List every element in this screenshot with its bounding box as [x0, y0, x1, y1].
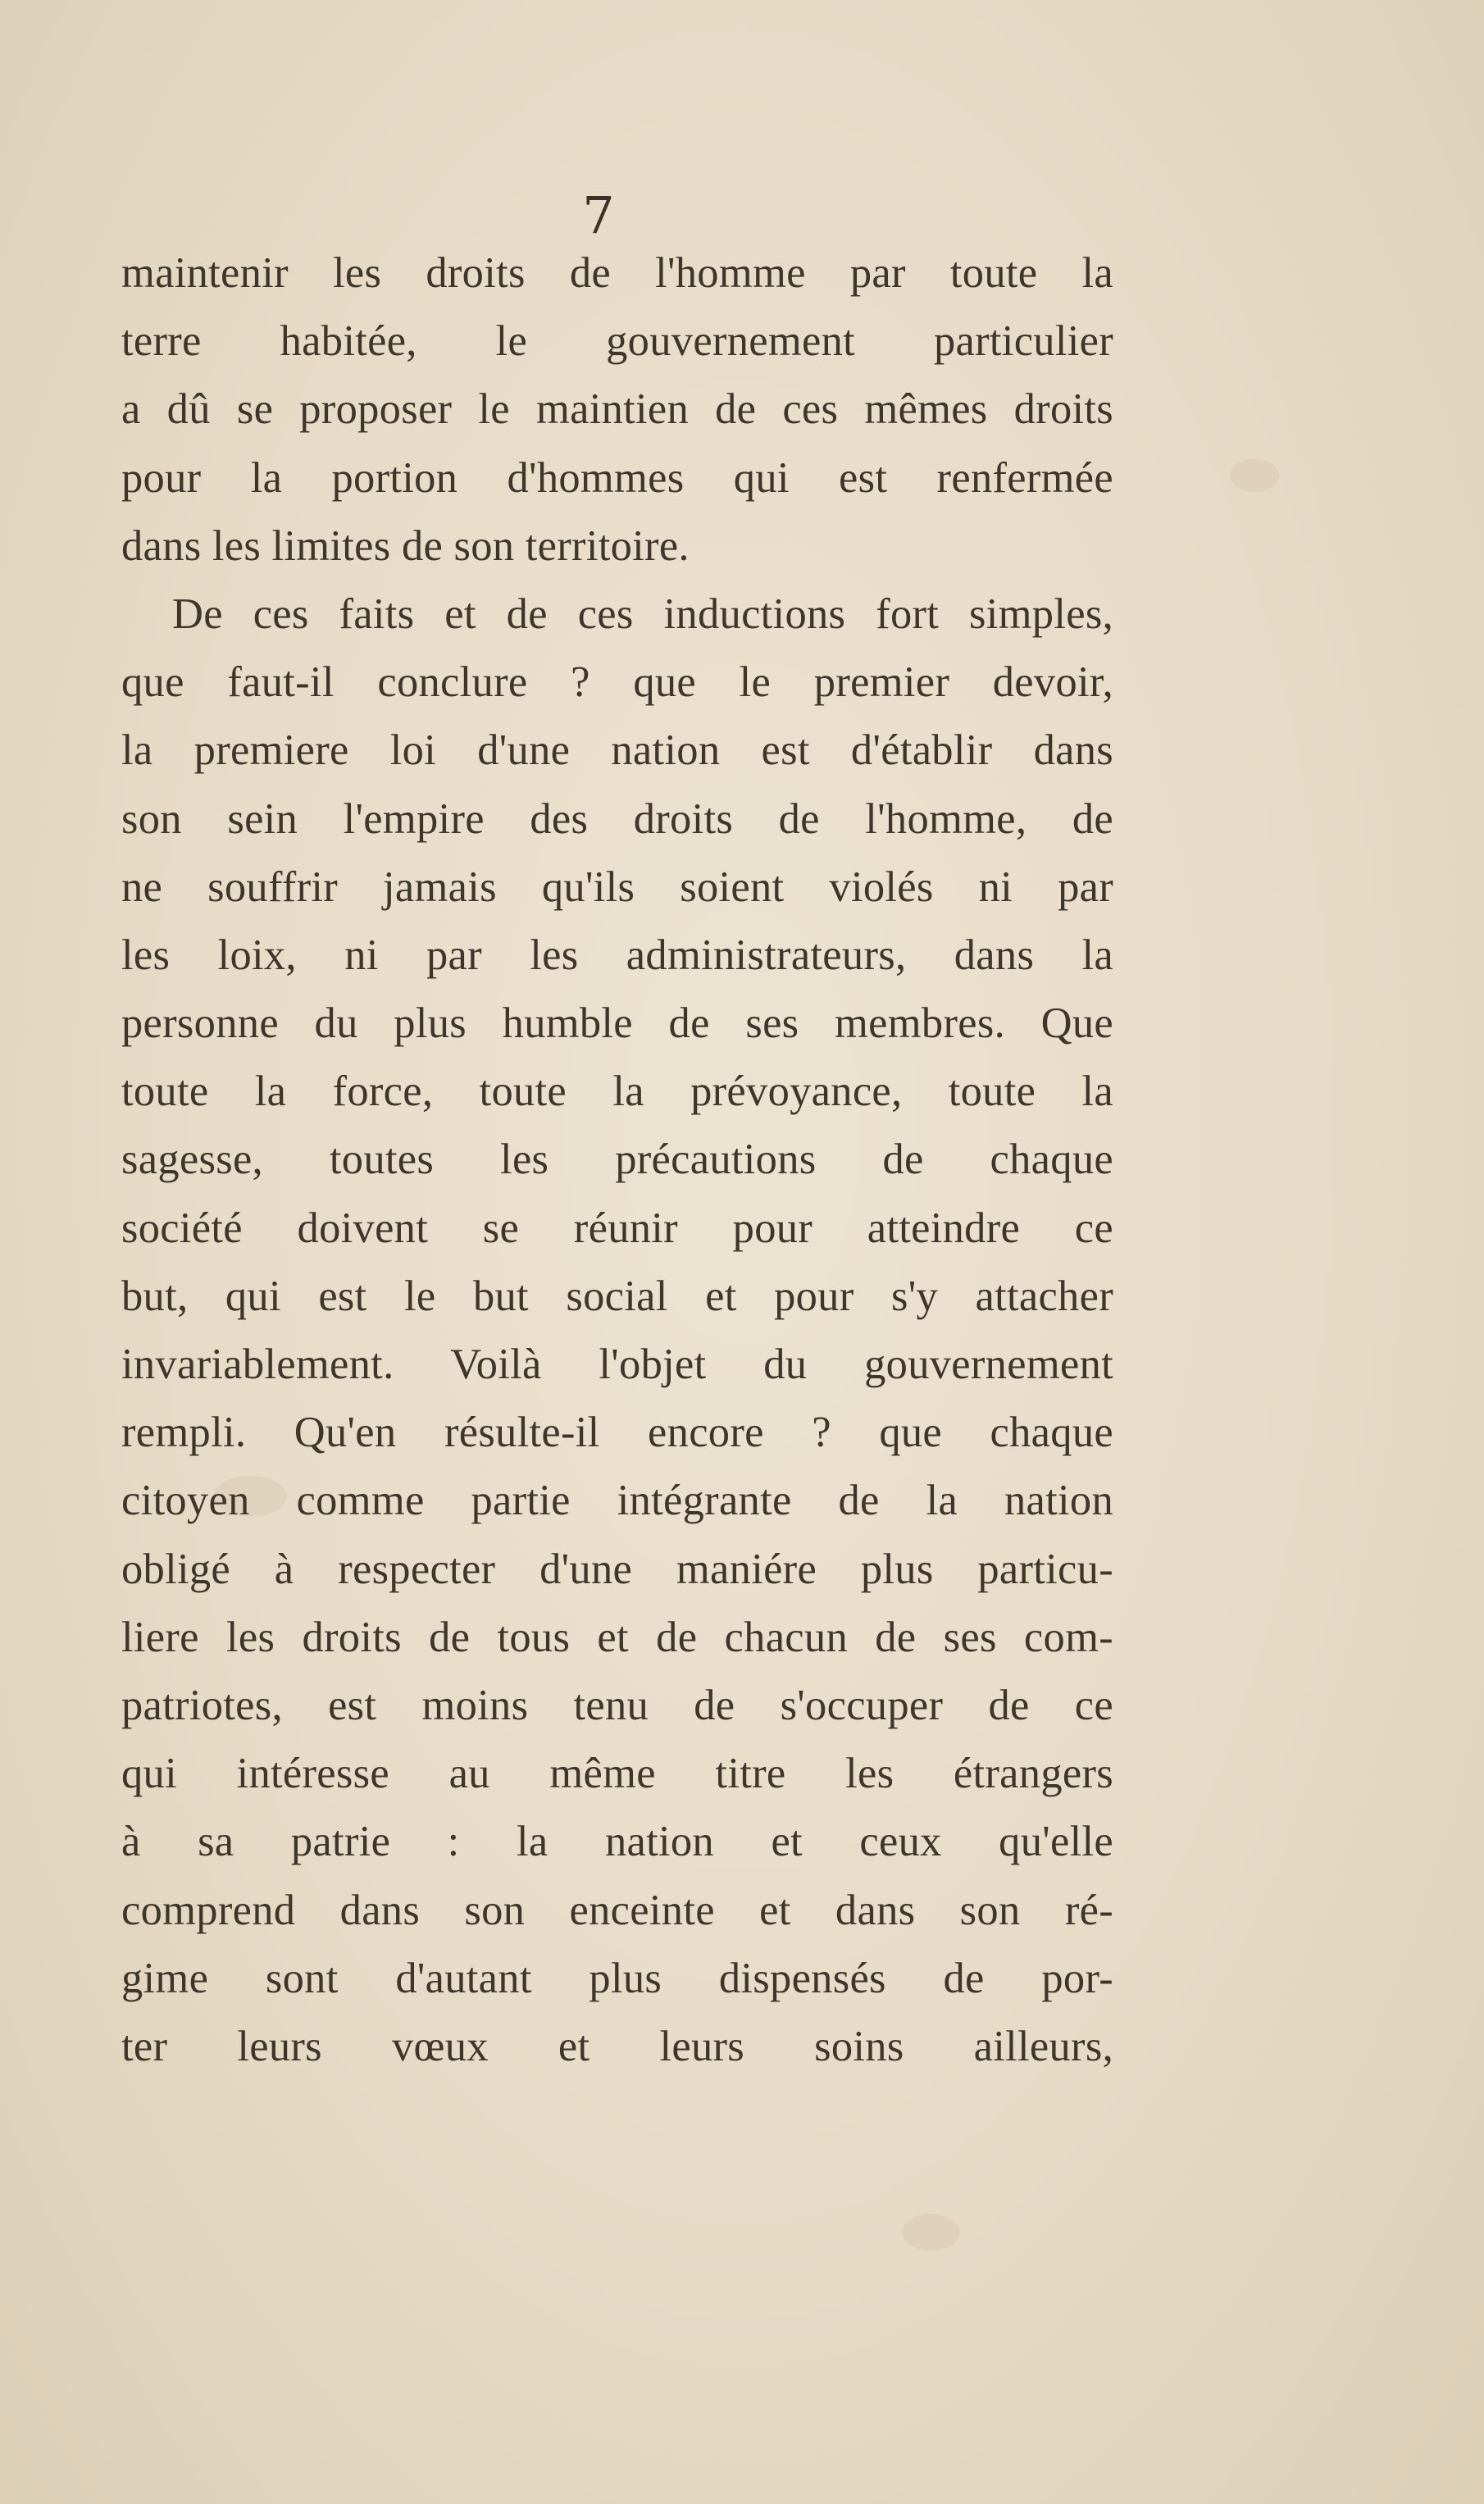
- paper-stain: [1230, 459, 1279, 492]
- text-line: que faut-il conclure ? que le premier devoir,: [121, 658, 1113, 707]
- text-line: De ces faits et de ces inductions fort simples,: [172, 590, 1113, 638]
- text-line: société doivent se réunir pour atteindre ce: [121, 1204, 1113, 1252]
- text-line: qui intéresse au même titre les étrangers: [121, 1750, 1113, 1798]
- text-line: ter leurs vœux et leurs soins ailleurs,: [121, 2022, 1113, 2070]
- text-line: obligé à respecter d'une maniére plus particu-: [121, 1545, 1113, 1593]
- text-line: rempli. Qu'en résulte-il encore ? que chaque: [121, 1409, 1113, 1457]
- text-line: terre habitée, le gouvernement particulier: [121, 317, 1113, 366]
- text-line: citoyen comme partie intégrante de la nation: [121, 1477, 1113, 1525]
- text-line: liere les droits de tous et de chacun de ses com-: [121, 1613, 1113, 1661]
- text-line: patriotes, est moins tenu de s'occuper de ce: [121, 1681, 1113, 1729]
- text-line: gime sont d'autant plus dispensés de por-: [121, 1954, 1113, 2002]
- text-line: comprend dans son enceinte et dans son ré-: [121, 1886, 1113, 1934]
- text-line: personne du plus humble de ses membres. Que: [121, 999, 1113, 1048]
- paper-stain: [902, 2214, 959, 2251]
- page-number: 7: [582, 185, 615, 245]
- text-line: sagesse, toutes les précautions de chaque: [121, 1136, 1113, 1184]
- text-line: dans les limites de son territoire.: [121, 521, 690, 570]
- text-line: a dû se proposer le maintien de ces mêmes droits: [121, 385, 1113, 434]
- text-line: la premiere loi d'une nation est d'établir dans: [121, 726, 1113, 775]
- text-line: son sein l'empire des droits de l'homme, de: [121, 794, 1113, 843]
- text-line: toute la force, toute la prévoyance, toute la: [121, 1068, 1113, 1116]
- body-text: [121, 239, 1113, 2081]
- text-line: invariablement. Voilà l'objet du gouvernement: [121, 1341, 1113, 1388]
- text-line: pour la portion d'hommes qui est renfermée: [121, 453, 1113, 502]
- text-line: maintenir les droits de l'homme par toute la: [121, 249, 1113, 297]
- text-line: les loix, ni par les administrateurs, dans la: [121, 931, 1113, 979]
- text-line: but, qui est le but social et pour s'y attacher: [121, 1272, 1113, 1320]
- text-line: à sa patrie : la nation et ceux qu'elle: [121, 1818, 1113, 1866]
- text-line: ne souffrir jamais qu'ils soient violés ni par: [121, 863, 1113, 911]
